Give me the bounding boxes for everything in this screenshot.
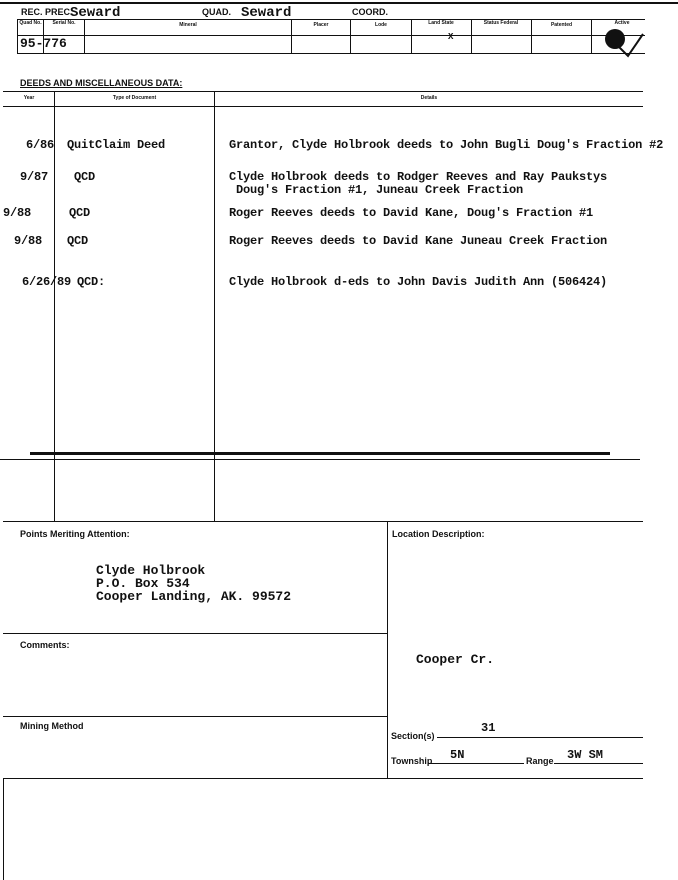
header-rule-3: [17, 53, 645, 54]
deeds-col-type: Type of Document: [112, 95, 157, 101]
deeds-heavy-rule: [30, 452, 610, 455]
deeds-rule-bottom: [3, 521, 643, 522]
mining-label: Mining Method: [20, 721, 84, 731]
header-v8: [591, 19, 592, 53]
deed-type: QCD: [67, 234, 89, 248]
deed-details: Clyde Holbrook d-eds to John Davis Judith Ann (506424): [229, 275, 608, 289]
deeds-v-year: [54, 91, 55, 521]
deeds-thin-rule: [0, 459, 640, 460]
deeds-v-type: [214, 91, 215, 521]
range-label: Range: [526, 756, 554, 766]
rec-prec-value: Seward: [70, 5, 121, 21]
col-lode: Lode: [375, 22, 387, 28]
deed-type: QCD:: [77, 275, 106, 289]
header-rule-2: [17, 35, 645, 36]
deed-details: Grantor, Clyde Holbrook deeds to John Bugli Doug's Fraction #2: [229, 138, 664, 152]
deed-year: 9/87: [20, 170, 49, 184]
section-underline: [437, 737, 643, 738]
points-line: Cooper Landing, AK. 99572: [96, 589, 292, 604]
deed-type: QCD: [69, 206, 91, 220]
lower-divider: [387, 521, 388, 778]
coord-label: COORD.: [352, 7, 388, 17]
col-placer: Placer: [313, 22, 329, 28]
col-patented: Patented: [550, 22, 573, 28]
range-value: 3W SM: [567, 748, 604, 762]
rec-prec-label: REC. PREC.: [21, 7, 73, 17]
deed-details: Clyde Holbrook deeds to Rodger Reeves and Ray Paukstys: [229, 170, 608, 184]
deeds-col-year: Year: [23, 95, 35, 101]
deed-details-line-2: Doug's Fraction #1, Juneau Creek Fraction: [229, 183, 524, 197]
quad-label: QUAD.: [202, 7, 231, 17]
deed-year: 9/88: [3, 206, 32, 220]
col-land-state: Land State: [428, 20, 454, 26]
land-state-mark: X: [448, 32, 454, 42]
location-value: Cooper Cr.: [416, 652, 495, 667]
serial-value: 95-776: [20, 36, 67, 51]
points-line: P.O. Box 534: [96, 576, 190, 591]
col-status-federal: Status Federal: [483, 20, 519, 26]
township-value: 5N: [450, 748, 465, 762]
section-value: 31: [481, 721, 496, 735]
active-check-mark: [598, 22, 646, 58]
header-rule-1: [17, 19, 645, 20]
header-v6: [471, 19, 472, 53]
comments-rule: [3, 633, 387, 634]
lower-rule-bottom: [3, 778, 643, 779]
deed-details: Roger Reeves deeds to David Kane, Doug's Fraction #1: [229, 206, 594, 220]
township-label: Township: [391, 756, 433, 766]
deed-type: QuitClaim Deed: [67, 138, 166, 152]
deeds-title: DEEDS AND MISCELLANEOUS DATA:: [20, 78, 183, 88]
col-serial-no: Serial No.: [52, 20, 76, 26]
points-address: [96, 564, 291, 603]
quad-value: Seward: [241, 5, 292, 21]
deeds-col-details: Details: [420, 95, 438, 101]
top-border: [0, 2, 678, 4]
township-underline: [428, 763, 524, 764]
points-label: Points Meriting Attention:: [20, 529, 130, 539]
deeds-rule-header: [3, 106, 643, 107]
col-mineral: Mineral: [179, 22, 197, 28]
col-quad-no: Quad No.: [19, 20, 42, 26]
col-active: Active: [614, 20, 630, 26]
range-underline: [554, 763, 643, 764]
points-line: Clyde Holbrook: [96, 563, 206, 578]
deeds-rule-top: [3, 91, 643, 92]
deed-year: 9/88: [14, 234, 43, 248]
section-label: Section(s): [391, 731, 435, 741]
deed-type: QCD: [74, 170, 96, 184]
comments-label: Comments:: [20, 640, 70, 650]
header-v5: [411, 19, 412, 53]
deed-year: 6/86: [26, 138, 55, 152]
location-label: Location Description:: [392, 529, 485, 539]
mining-rule: [3, 716, 387, 717]
page-left-edge: [3, 779, 4, 880]
deed-year: 6/26/89: [22, 275, 72, 289]
deed-details: Roger Reeves deeds to David Kane Juneau Creek Fraction: [229, 234, 608, 248]
